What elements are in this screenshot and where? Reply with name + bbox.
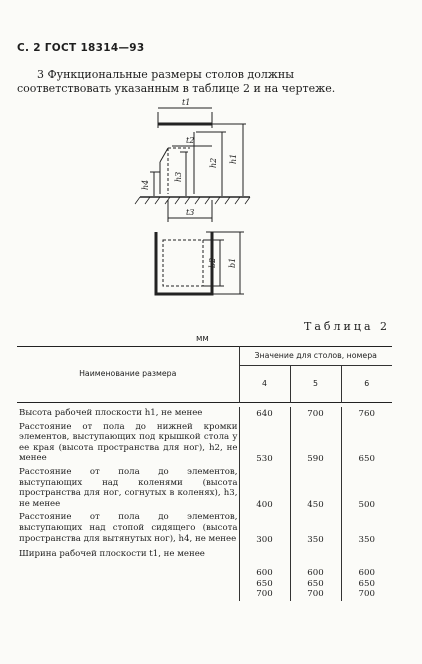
t2-label: t2 <box>186 136 195 145</box>
h1-label: h1 <box>229 153 238 164</box>
name-header: Наименование размера <box>79 369 177 379</box>
table-row <box>17 421 392 466</box>
table-row <box>17 407 392 421</box>
cell-value: 600 650 700 <box>290 546 341 601</box>
row-name: Ширина рабочей плоскости t1, не менее <box>19 548 205 559</box>
intro-paragraph: 3 Функциональные размеры столов должны соответствовать указанным в таблице 2 и на чертеже. <box>17 68 336 95</box>
row-name: Высота рабочей плоскости h1, не менее <box>19 408 203 418</box>
cell-value: 640 <box>239 407 290 421</box>
table-row <box>17 511 392 546</box>
dimensions-table <box>17 346 392 601</box>
col-header-4: 4 <box>239 366 290 403</box>
h3-label: h3 <box>174 171 183 182</box>
table-unit: мм <box>196 334 209 344</box>
cell-value: 350 <box>341 511 392 546</box>
plan-outline <box>156 232 212 294</box>
table-row <box>17 546 392 601</box>
cell-value: 600 650 700 <box>239 546 290 601</box>
cell-value: 400 <box>239 466 290 511</box>
h2-label: h2 <box>209 157 218 168</box>
col-header-5: 5 <box>290 366 341 403</box>
row-name: Расстояние от пола до нижней кромки элементов, выступающих под крышкой стола у ее края (высота пространства для ног), h2, не менее <box>19 421 238 464</box>
t1-label: t1 <box>182 98 191 107</box>
col-header-6: 6 <box>341 366 392 403</box>
h4-label: h4 <box>141 179 150 190</box>
cell-value: 700 <box>290 407 341 421</box>
cell-value: 760 <box>341 407 392 421</box>
cell-value: 300 <box>239 511 290 546</box>
cell-value: 600 650 700 <box>341 546 392 601</box>
t3-label: t3 <box>186 208 195 217</box>
cell-value: 650 <box>341 421 392 466</box>
row-name: Расстояние от пола до элементов, выступающих над стопой сидящего (высота пространства для вытянутых ног), h4, не менее <box>19 512 238 544</box>
cell-value: 450 <box>290 466 341 511</box>
b2-label: b2 <box>208 257 217 268</box>
row-name: Расстояние от пола до элементов, выступающих над коленями (высота пространства для ног, согнутых в коленях), h3, не менее <box>19 466 238 509</box>
table-row <box>17 466 392 511</box>
cell-value: 590 <box>290 421 341 466</box>
page-header: С. 2 ГОСТ 18314—93 <box>17 42 145 54</box>
group-header: Значение для столов, номера <box>239 347 392 366</box>
cell-value: 530 <box>239 421 290 466</box>
cell-value: 500 <box>341 466 392 511</box>
table-caption: Таблица 2 <box>304 320 390 333</box>
cell-value: 350 <box>290 511 341 546</box>
b1-label: b1 <box>228 257 237 268</box>
